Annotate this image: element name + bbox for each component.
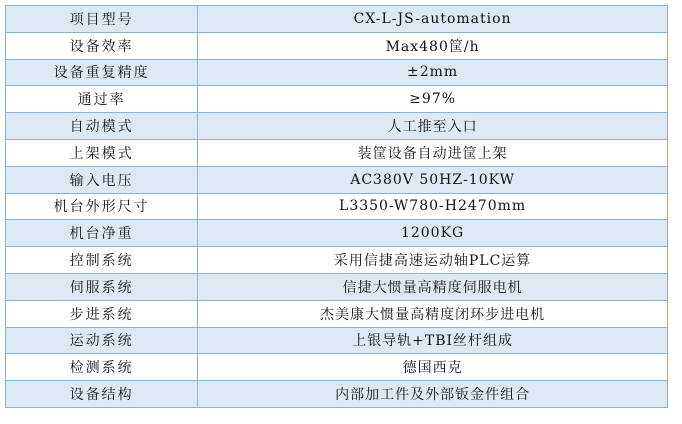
row-label: 上架模式: [6, 139, 198, 166]
row-value: 上银导轨+TBI丝杆组成: [198, 327, 668, 354]
table-row: [6, 327, 668, 354]
row-value: 1200KG: [198, 220, 668, 247]
row-label: 检测系统: [6, 354, 198, 381]
row-value: ±2mm: [198, 59, 668, 86]
row-label: 运动系统: [6, 327, 198, 354]
table-row: [6, 6, 668, 33]
row-value: 信捷大惯量高精度伺服电机: [198, 273, 668, 300]
table-row: [6, 139, 668, 166]
row-label: 输入电压: [6, 166, 198, 193]
specification-table-body: [6, 6, 668, 408]
table-row: [6, 354, 668, 381]
table-row: [6, 273, 668, 300]
row-value: 人工推至入口: [198, 113, 668, 140]
row-value: Max480筐/h: [198, 32, 668, 59]
row-value: L3350-W780-H2470mm: [198, 193, 668, 220]
spec-sheet: [5, 5, 668, 408]
table-row: [6, 113, 668, 140]
row-label: 设备结构: [6, 381, 198, 408]
row-value: 装筐设备自动进筐上架: [198, 139, 668, 166]
row-label: 步进系统: [6, 300, 198, 327]
row-label: 控制系统: [6, 247, 198, 274]
table-row: [6, 193, 668, 220]
row-label: 自动模式: [6, 113, 198, 140]
row-label: 设备效率: [6, 32, 198, 59]
row-label: 机台外形尺寸: [6, 193, 198, 220]
row-value: 德国西克: [198, 354, 668, 381]
row-value: ≥97%: [198, 86, 668, 113]
table-row: [6, 247, 668, 274]
row-value: 杰美康大惯量高精度闭环步进电机: [198, 300, 668, 327]
table-row: [6, 32, 668, 59]
specification-table: [5, 5, 668, 408]
row-value: 采用信捷高速运动轴PLC运算: [198, 247, 668, 274]
table-row: [6, 381, 668, 408]
table-row: [6, 166, 668, 193]
row-label: 伺服系统: [6, 273, 198, 300]
row-value: AC380V 50HZ-10KW: [198, 166, 668, 193]
table-row: [6, 220, 668, 247]
table-row: [6, 59, 668, 86]
row-label: 设备重复精度: [6, 59, 198, 86]
row-label: 机台净重: [6, 220, 198, 247]
table-row: [6, 86, 668, 113]
table-row: [6, 300, 668, 327]
row-value: CX-L-JS-automation: [198, 6, 668, 33]
row-label: 通过率: [6, 86, 198, 113]
row-value: 内部加工件及外部钣金件组合: [198, 381, 668, 408]
row-label: 项目型号: [6, 6, 198, 33]
